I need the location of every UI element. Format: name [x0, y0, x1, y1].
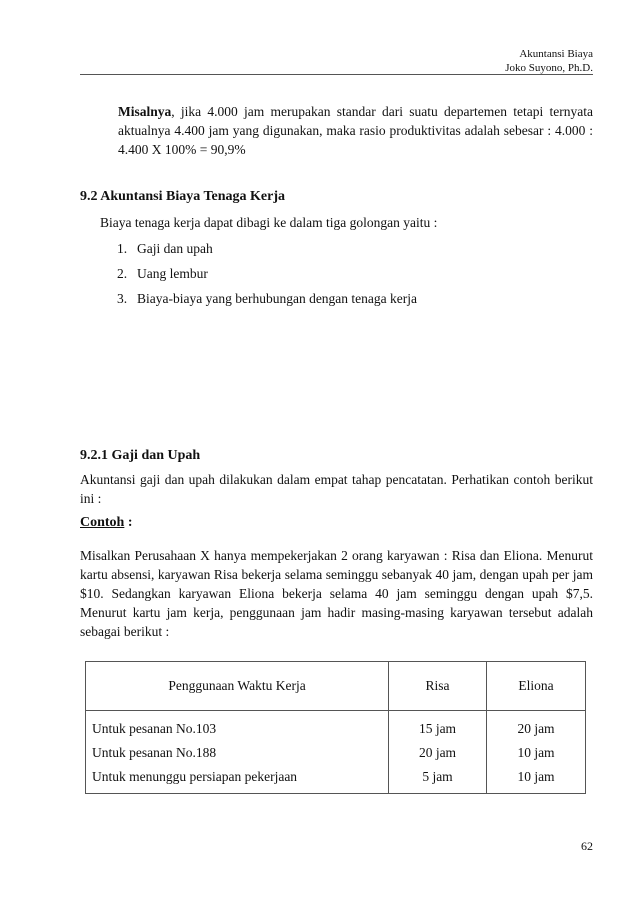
table-cell: 20 jam: [389, 741, 487, 765]
header-divider: [80, 74, 593, 75]
header-title: Akuntansi Biaya: [519, 48, 593, 60]
intro-text: , jika 4.000 jam merupakan standar dari suatu departemen tetapi ternyata aktualnya 4.400 jam yang digunakan, maka rasio produktivitas adalah sebesar : 4.000 : 4.400 X 100% = 90,9%: [118, 104, 593, 157]
page-number: 62: [581, 839, 593, 853]
table-header-cell: Risa: [389, 662, 487, 711]
example-label-text: Contoh: [80, 515, 125, 530]
table-row: [86, 765, 586, 794]
list-item: [117, 289, 593, 314]
example-label-colon: :: [124, 515, 133, 530]
table-cell: 20 jam: [487, 711, 586, 742]
section-heading-9-2-1: 9.2.1 Gaji dan Upah: [80, 448, 201, 463]
section-heading-9-2: 9.2 Akuntansi Biaya Tenaga Kerja: [80, 189, 285, 204]
section-9-2-intro: Biaya tenaga kerja dapat dibagi ke dalam tiga golongan yaitu :: [100, 215, 438, 230]
list-item-text: Uang lembur: [137, 266, 208, 281]
table-header-row: [86, 662, 586, 711]
header-author: Joko Suyono, Ph.D.: [505, 62, 593, 74]
list-item: [117, 239, 593, 264]
table-cell: Untuk pesanan No.103: [86, 711, 389, 742]
page-header: [505, 47, 593, 75]
labor-cost-list: [117, 239, 593, 314]
table-cell: 10 jam: [487, 741, 586, 765]
table-header-cell: Eliona: [487, 662, 586, 711]
list-item-number: 2.: [117, 266, 128, 281]
table-header-cell: Penggunaan Waktu Kerja: [86, 662, 389, 711]
table-cell: Untuk pesanan No.188: [86, 741, 389, 765]
list-item-number: 1.: [117, 241, 128, 256]
list-item-number: 3.: [117, 291, 128, 306]
section-9-2-1-text: Akuntansi gaji dan upah dilakukan dalam empat tahap pencatatan. Perhatikan contoh berikut ini :: [80, 472, 593, 506]
table-cell: 15 jam: [389, 711, 487, 742]
table-cell: 5 jam: [389, 765, 487, 794]
example-paragraph: Misalkan Perusahaan X hanya mempekerjakan 2 orang karyawan : Risa dan Eliona. Menurut kartu absensi, karyawan Risa bekerja selama seminggu sebanyak 40 jam, dengan upah per jam $10. Sedangkan karyawan Eliona bekerja selama 40 jam seminggu dengan upah $7,5. Menurut kartu jam kerja, penggunaan jam hadir masing-masing karyawan tersebut adalah sebagai berikut :: [80, 548, 593, 639]
list-item-text: Gaji dan upah: [137, 241, 213, 256]
list-item: [117, 264, 593, 289]
table-cell: Untuk menunggu persiapan pekerjaan: [86, 765, 389, 794]
list-item-text: Biaya-biaya yang berhubungan dengan tenaga kerja: [137, 291, 418, 306]
work-time-table: [85, 661, 586, 794]
intro-bold: Misalnya: [118, 104, 172, 119]
example-label: [80, 513, 593, 532]
intro-paragraph: [118, 102, 593, 159]
table-row: [86, 711, 586, 742]
table-row: [86, 741, 586, 765]
table-cell: 10 jam: [487, 765, 586, 794]
